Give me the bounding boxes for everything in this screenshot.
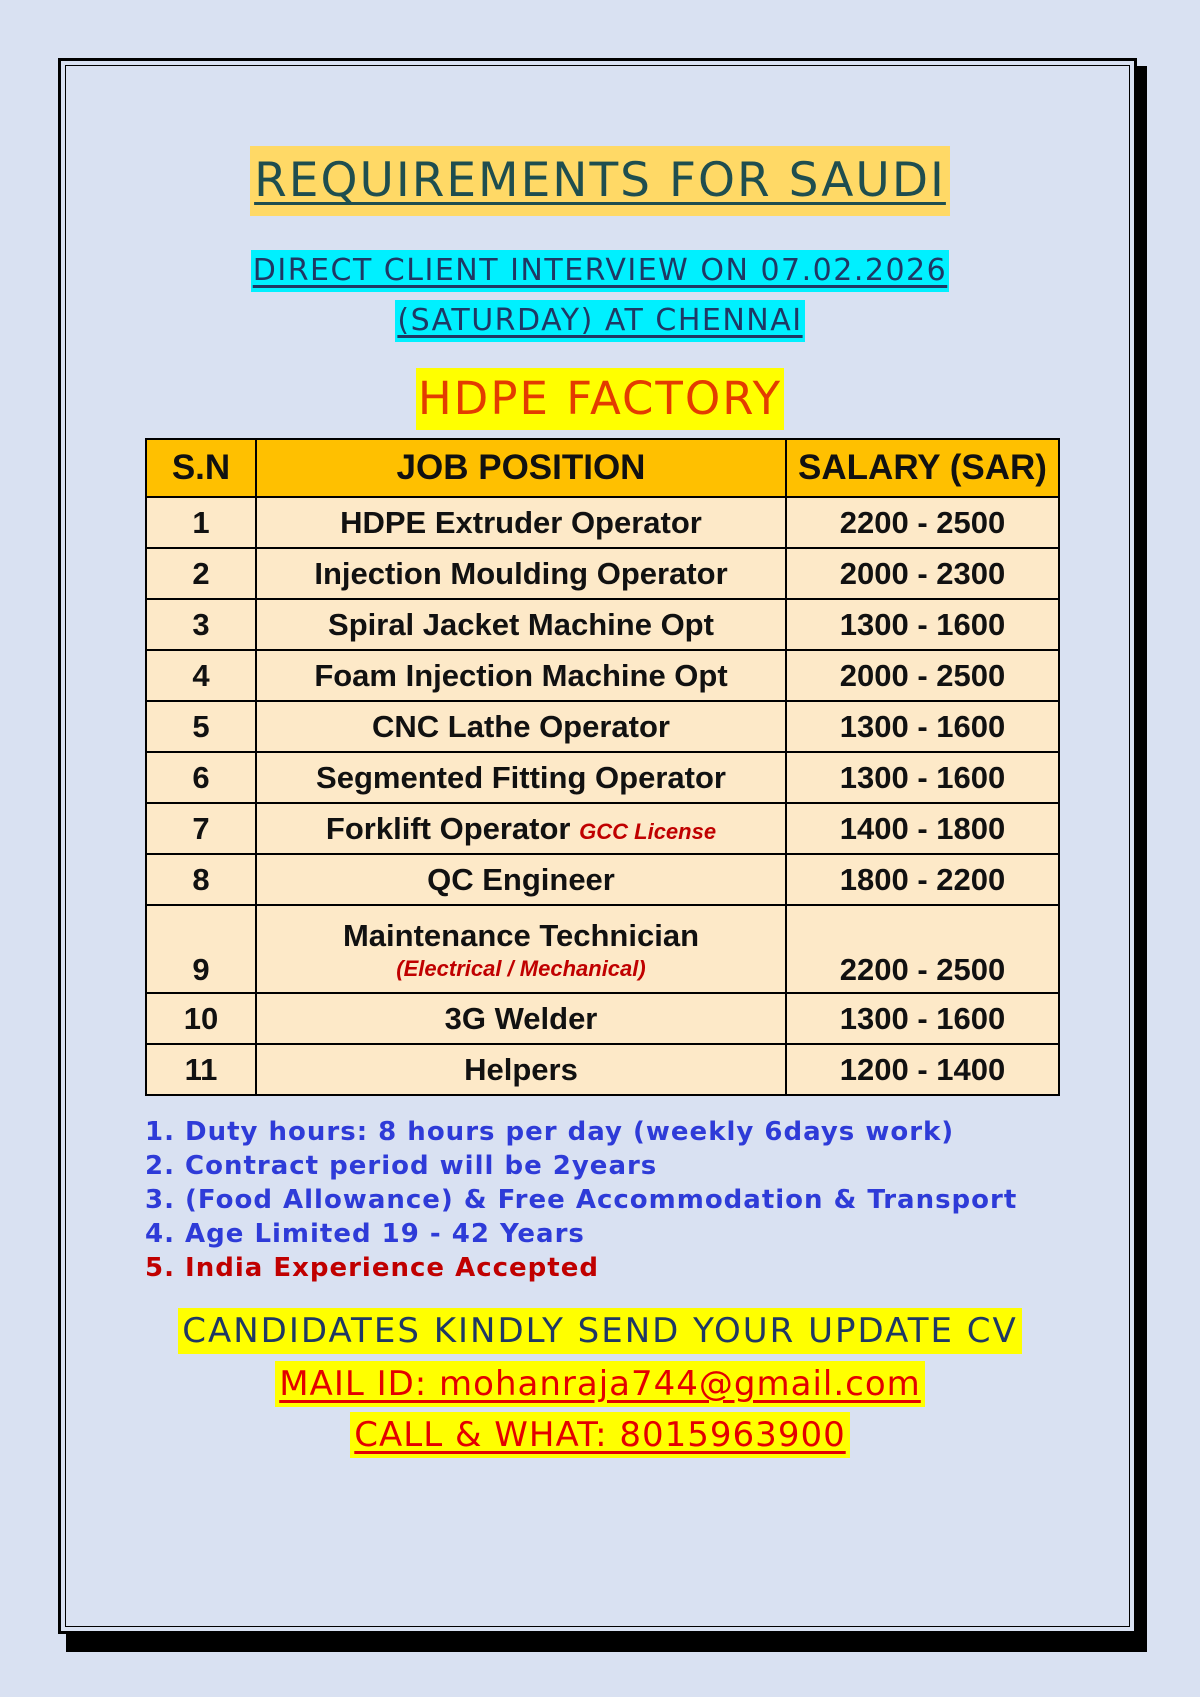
row-sn: 6 bbox=[146, 752, 256, 803]
table-row bbox=[146, 1044, 1059, 1095]
row-position: Segmented Fitting Operator bbox=[256, 752, 786, 803]
list-item: 4. Age Limited 19 - 42 Years bbox=[145, 1219, 585, 1249]
interview-line-1-text: DIRECT CLIENT INTERVIEW ON 07.02.2026 bbox=[251, 250, 949, 292]
row-sn: 11 bbox=[146, 1044, 256, 1095]
interview-line-2-text: (SATURDAY) AT CHENNAI bbox=[395, 300, 804, 342]
row-sn: 9 bbox=[146, 905, 256, 993]
interview-line-2 bbox=[0, 300, 1200, 342]
row-sn: 8 bbox=[146, 854, 256, 905]
row-sn: 5 bbox=[146, 701, 256, 752]
row-salary: 1400 - 1800 bbox=[786, 803, 1059, 854]
cv-request bbox=[0, 1308, 1200, 1354]
mail-link[interactable]: MAIL ID: mohanraja744@gmail.com bbox=[275, 1361, 925, 1407]
list-item: 2. Contract period will be 2years bbox=[145, 1151, 658, 1181]
column-header-position: JOB POSITION bbox=[256, 439, 786, 497]
row-position-note: (Electrical / Mechanical) bbox=[396, 956, 646, 981]
job-table bbox=[145, 438, 1060, 1096]
row-salary: 2000 - 2500 bbox=[786, 650, 1059, 701]
row-salary: 1300 - 1600 bbox=[786, 993, 1059, 1044]
row-salary: 1300 - 1600 bbox=[786, 701, 1059, 752]
row-position-cell bbox=[256, 905, 786, 993]
table-row bbox=[146, 752, 1059, 803]
table-row bbox=[146, 701, 1059, 752]
row-position: QC Engineer bbox=[256, 854, 786, 905]
list-item: 5. India Experience Accepted bbox=[145, 1253, 599, 1283]
table-row bbox=[146, 854, 1059, 905]
row-sn: 4 bbox=[146, 650, 256, 701]
row-sn: 3 bbox=[146, 599, 256, 650]
column-header-salary: SALARY (SAR) bbox=[786, 439, 1059, 497]
table-header-row bbox=[146, 439, 1059, 497]
row-position-note: GCC License bbox=[579, 818, 717, 844]
mail-contact bbox=[0, 1361, 1200, 1407]
row-sn: 7 bbox=[146, 803, 256, 854]
row-position: Helpers bbox=[256, 1044, 786, 1095]
factory-heading bbox=[0, 368, 1200, 430]
row-position: CNC Lathe Operator bbox=[256, 701, 786, 752]
phone-link[interactable]: CALL & WHAT: 8015963900 bbox=[350, 1412, 849, 1458]
conditions-list bbox=[145, 1115, 1017, 1285]
cv-request-text: CANDIDATES KINDLY SEND YOUR UPDATE CV bbox=[178, 1308, 1022, 1354]
page-title-text: REQUIREMENTS FOR SAUDI bbox=[250, 146, 950, 216]
interview-line-1 bbox=[0, 250, 1200, 292]
table-row bbox=[146, 905, 1059, 993]
table-row bbox=[146, 497, 1059, 548]
row-sn: 1 bbox=[146, 497, 256, 548]
row-position-cell bbox=[256, 803, 786, 854]
row-salary: 2000 - 2300 bbox=[786, 548, 1059, 599]
row-salary: 1200 - 1400 bbox=[786, 1044, 1059, 1095]
row-position: 3G Welder bbox=[256, 993, 786, 1044]
row-position: Forklift Operator bbox=[325, 810, 571, 846]
row-salary: 2200 - 2500 bbox=[786, 905, 1059, 993]
row-position: Injection Moulding Operator bbox=[256, 548, 786, 599]
row-sn: 2 bbox=[146, 548, 256, 599]
row-salary: 2200 - 2500 bbox=[786, 497, 1059, 548]
column-header-sn: S.N bbox=[146, 439, 256, 497]
row-salary: 1300 - 1600 bbox=[786, 599, 1059, 650]
row-position: Foam Injection Machine Opt bbox=[256, 650, 786, 701]
row-sn: 10 bbox=[146, 993, 256, 1044]
list-item: 3. (Food Allowance) & Free Accommodation & Transport bbox=[145, 1185, 1018, 1215]
table-row bbox=[146, 650, 1059, 701]
page-title bbox=[0, 146, 1200, 216]
table-row bbox=[146, 599, 1059, 650]
row-salary: 1300 - 1600 bbox=[786, 752, 1059, 803]
list-item: 1. Duty hours: 8 hours per day (weekly 6days work) bbox=[145, 1117, 955, 1147]
factory-heading-text: HDPE FACTORY bbox=[416, 368, 784, 430]
phone-contact bbox=[0, 1412, 1200, 1458]
row-position: HDPE Extruder Operator bbox=[256, 497, 786, 548]
row-position: Maintenance Technician bbox=[342, 918, 699, 953]
table-row bbox=[146, 803, 1059, 854]
table-row bbox=[146, 993, 1059, 1044]
row-position: Spiral Jacket Machine Opt bbox=[256, 599, 786, 650]
row-salary: 1800 - 2200 bbox=[786, 854, 1059, 905]
table-row bbox=[146, 548, 1059, 599]
